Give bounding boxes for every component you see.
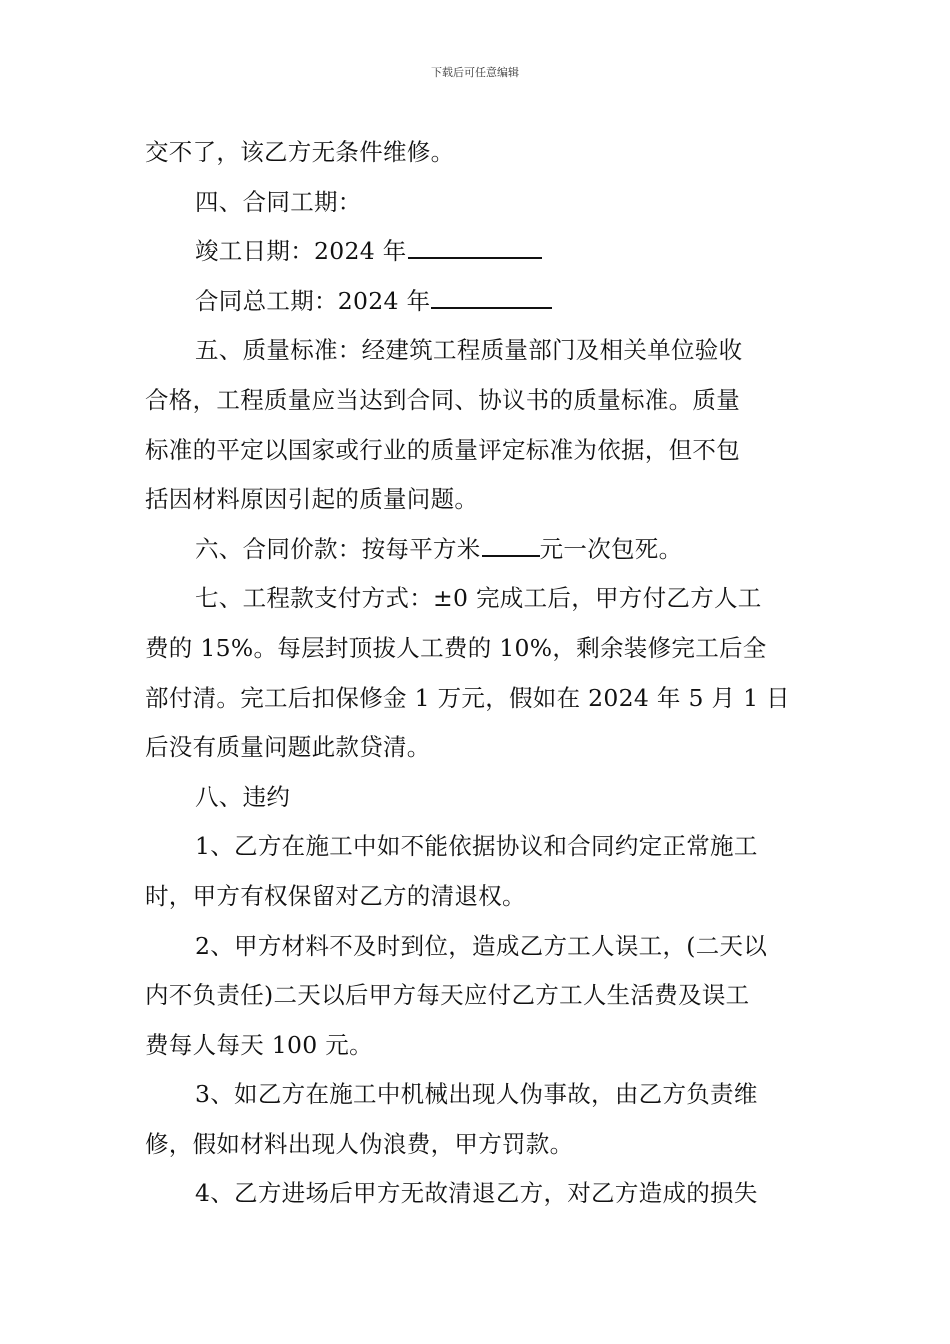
paragraph-line: 时，甲方有权保留对乙方的清退权。: [145, 881, 526, 910]
document-body: [145, 128, 807, 1219]
quality-standard-heading: 五、质量标准：经建筑工程质量部门及相关单位验收: [195, 336, 743, 365]
completion-date-blank[interactable]: [408, 239, 542, 259]
paragraph-line: 后没有质量问题此款贷清。: [145, 733, 431, 762]
payment-method-heading: 七、工程款支付方式：±0 完成工后，甲方付乙方人工: [195, 584, 762, 613]
section-heading-breach: 八、违约: [195, 782, 291, 811]
paragraph-line: 合格，工程质量应当达到合同、协议书的质量标准。质量: [145, 385, 740, 414]
price-per-sqm-blank[interactable]: [482, 537, 540, 557]
total-period-label: 合同总工期：2024 年: [195, 286, 431, 315]
paragraph-line: 费每人每天 100 元。: [145, 1030, 373, 1059]
paragraph-line: 修，假如材料出现人伪浪费，甲方罚款。: [145, 1129, 574, 1158]
breach-clause-3: 3、如乙方在施工中机械出现人伪事故，由乙方负责维: [195, 1080, 758, 1109]
breach-clause-1: 1、乙方在施工中如不能依据协议和合同约定正常施工: [195, 832, 758, 861]
total-period-line: [145, 277, 807, 327]
paragraph-line: 内不负责任)二天以后甲方每天应付乙方工人生活费及误工: [145, 981, 750, 1010]
contract-price-label: 六、合同价款：按每平方米: [195, 534, 481, 563]
paragraph-line: 标准的平定以国家或行业的质量评定标准为依据，但不包: [145, 435, 740, 464]
contract-price-suffix: 元一次包死。: [539, 534, 683, 563]
breach-clause-2: 2、甲方材料不及时到位，造成乙方工人误工，(二天以: [195, 931, 768, 960]
completion-date-line: [145, 227, 807, 277]
section-heading-contract-period: 四、合同工期：: [195, 187, 362, 216]
paragraph-line: 交不了，该乙方无条件维修。: [145, 138, 455, 166]
page-header-note: 下载后可任意编辑: [431, 66, 519, 79]
breach-clause-4: 4、乙方进场后甲方无故清退乙方，对乙方造成的损失: [195, 1179, 758, 1208]
total-period-blank[interactable]: [431, 289, 552, 309]
paragraph-line: 部付清。完工后扣保修金 1 万元，假如在 2024 年 5 月 1 日: [145, 683, 790, 712]
paragraph-line: 括因材料原因引起的质量问题。: [145, 485, 479, 514]
paragraph-line: 费的 15%。每层封顶拔人工费的 10%，剩余装修完工后全: [145, 633, 767, 662]
completion-date-label: 竣工日期：2024 年: [195, 237, 407, 266]
contract-price-line: [145, 525, 807, 575]
